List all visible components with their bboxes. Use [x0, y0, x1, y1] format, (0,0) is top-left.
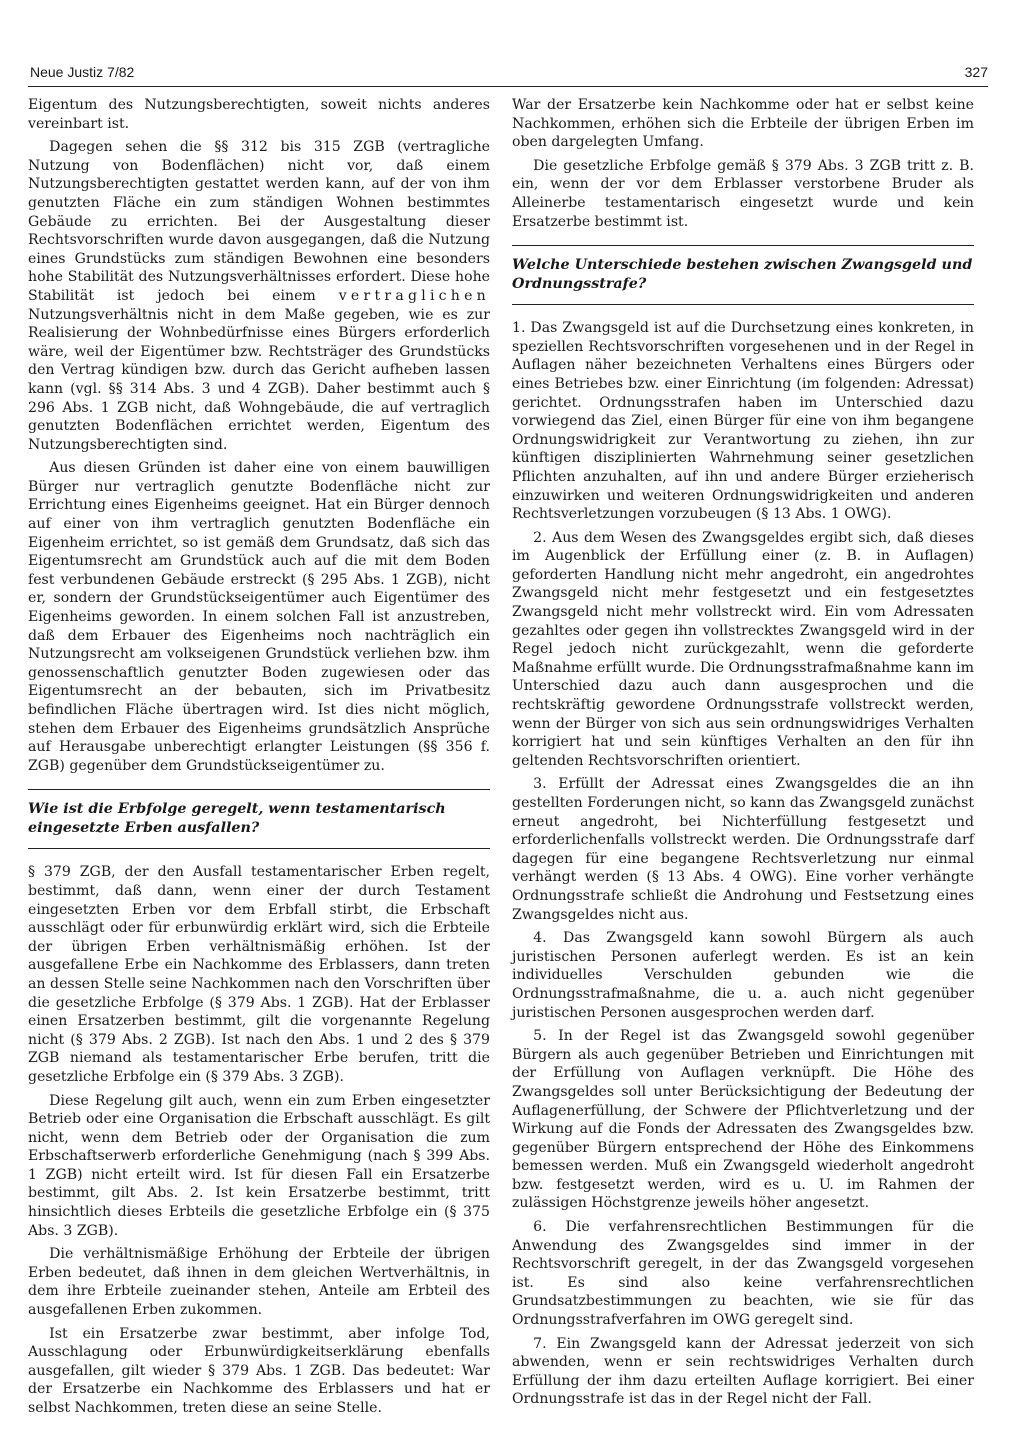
- right-column: [512, 96, 974, 1414]
- paragraph: [28, 138, 490, 454]
- paragraph: Diese Regelung gilt auch, wenn ein zum Erben eingesetzter Betrieb oder eine Organisation die Erbschaft ausschlägt. Es gilt nicht, wenn dem Betrieb oder der Organisation die zum Erbschaftserwerb erforderliche Genehmigung (nach § 399 Abs. 1 ZGB) nicht erteilt wird. Ist für diesen Fall ein Ersatzerbe bestimmt, gilt Abs. 2. Ist kein Ersatzerbe bestimmt, tritt hinsichtlich dieses Erbteils die gesetzliche Erbfolge ein (§ 375 Abs. 3 ZGB).: [28, 1092, 490, 1239]
- paragraph: 1. Das Zwangsgeld ist auf die Durchsetzung eines konkreten, in speziellen Rechtsvorschriften vorgesehenen und in der Regel in Auflagen näher bezeichneten Verhaltens eines Bürgers oder eines Betriebes bzw. einer Einrichtung (im folgenden: Adressat) gerichtet. Ordnungsstrafen haben im Unterschied dazu vorwiegend das Ziel, einen Bürger für eine von ihm begangene Ordnungswidrigkeit zur Verantwortung zu ziehen, ihn zur künftigen disziplinierten Wahrnehmung seiner gesetzlichen Pflichten anzuhalten, auf ihn und andere Bürger erzieherisch einzuwirken und weiteren Ordnungswidrigkeiten und anderen Rechtsverletzungen vorzubeugen (§ 13 Abs. 1 OWG).: [512, 320, 974, 523]
- paragraph: § 379 ZGB, der den Ausfall testamentarischer Erben regelt, bestimmt, daß dann, wenn einer der durch Testament eingesetzten Erben vor dem Erbfall stirbt, die Erbschaft ausschlägt oder für erbunwürdig erklärt wird, sich die Erbteile der übrigen Erben verhältnismäßig erhöhen. Ist der ausgefallene Erbe ein Nachkomme des Erblassers, dann treten an dessen Stelle seine Nachkommen nach den Vorschriften über die gesetzliche Erbfolge (§ 379 Abs. 1 ZGB). Hat der Erblasser einen Ersatzerben bestimmt, gilt die vorgenannte Regelung nicht (§ 379 Abs. 2 ZGB). Ist nach den Abs. 1 und 2 des § 379 ZGB niemand als testamentarischer Erbe berufen, tritt die gesetzliche Erbfolge ein (§ 379 Abs. 3 ZGB).: [28, 864, 490, 1085]
- paragraph: 4. Das Zwangsgeld kann sowohl Bürgern als auch juristischen Personen auferlegt werden. Es ist an kein individuelles Verschulden gebunden wie die Ordnungsstrafmaßnahme, die u. a. auch nicht gegenüber juristischen Personen ausgesprochen werden darf.: [512, 930, 974, 1021]
- paragraph-text: Dagegen sehen die §§ 312 bis 315 ZGB (vertragliche Nutzung von Bodenflächen) nicht vor, daß einem Nutzungsberechtigten gestattet werden kann, auf der von ihm genutzten Fläche ein zum ständigen Wohnen bestimmtes Gebäude zu errichten. Bei der Ausgestaltung dieser Rechtsvorschriften wurde davon ausgegangen, daß die Nutzung eines Grundstücks zum ständigen Bewohnen eine besonders hohe Stabilität des Nutzungsverhältnisses erfordert. Diese hohe Stabilität ist jedoch bei einem: [28, 139, 490, 304]
- question-heading: Welche Unterschiede bestehen zwischen Zwangsgeld und Ordnungsstrafe?: [512, 245, 974, 305]
- spaced-emphasis: vertraglichen: [338, 287, 490, 304]
- paragraph: Aus diesen Gründen ist daher eine von einem bauwilligen Bürger nur vertraglich genutzte Bodenfläche nicht zur Errichtung eines Eigenheims geeignet. Hat ein Bürger dennoch auf einer von ihm vertraglich genutzten Bodenfläche ein Eigenheim errichtet, so ist gemäß dem Grundsatz, daß sich das Eigentumsrecht am Grundstück auch auf die mit dem Boden fest verbundenen Gebäude erstreckt (§ 295 Abs. 1 ZGB), nicht er, sondern der Grundstückseigentümer auch Eigentümer des Eigenheims geworden. In einem solchen Fall ist anzustreben, daß dem Erbauer des Eigenheims noch nachträglich ein Nutzungsrecht am volkseigenen Grundstück verliehen bzw. ihm genossenschaftlich genutzter Boden zugewiesen oder das Eigentumsrecht an der bebauten, sich im Privatbesitz befindlichen Fläche übertragen wird. Ist dies nicht möglich, stehen dem Erbauer des Eigenheims grundsätzlich Ansprüche auf Herausgabe unberechtigt erlangter Leistungen (§§ 356 f. ZGB) gegenüber dem Grundstückseigentümer zu.: [28, 460, 490, 774]
- paragraph: 6. Die verfahrensrechtlichen Bestimmungen für die Anwendung des Zwangsgeldes sind immer in der Rechtsvorschrift geregelt, in der das Zwangsgeld vorgesehen ist. Es sind also keine verfahrensrechtlichen Grundsatzbestimmungen zu beachten, wie sie für das Ordnungsstrafverfahren im OWG geregelt sind.: [512, 1219, 974, 1329]
- paragraph: 5. In der Regel ist das Zwangsgeld sowohl gegenüber Bürgern als auch gegenüber Betrieben und Einrichtungen mit der Erfüllung von Auflagen verknüpft. Die Höhe des Zwangsgeldes soll unter Berücksichtigung der Bedeutung der Auflagenerfüllung, der Schwere der Pflichtverletzung und der Wirkung auf die Fonds der Adressaten des Zwangsgeldes bzw. gegenüber Bürgern entsprechend der Höhe des Einkommens bemessen werden. Muß ein Zwangsgeld wiederholt angedroht bzw. festgesetzt werden, wird es u. U. im Rahmen der zulässigen Höchstgrenze jeweils höher angesetzt.: [512, 1028, 974, 1212]
- paragraph: 2. Aus dem Wesen des Zwangsgeldes ergibt sich, daß dieses im Augenblick der Erfüllung einer (z. B. in Auflagen) geforderten Handlung nicht mehr angedroht, ein angedrohtes Zwangsgeld nicht mehr festgesetzt und ein festgesetztes Zwangsgeld nicht mehr vollstreckt wird. Ein vom Adressaten gezahltes oder gegen ihn vollstrecktes Zwangsgeld wird in der Regel jedoch nicht zurückgezahlt, wenn die geforderte Maßnahme erfüllt wurde. Die Ordnungsstrafmaßnahme kann im Unterschied dazu auch dann ausgesprochen und die rechtskräftig gewordene Ordnungsstrafe vollstreckt werden, wenn der Bürger von sich aus sein ordnungswidriges Verhalten korrigiert hat und sein künftiges Verhalten an den für ihn geltenden Rechtsvorschriften orientiert.: [512, 529, 974, 769]
- page-header: [28, 64, 988, 87]
- paragraph: Die gesetzliche Erbfolge gemäß § 379 Abs. 3 ZGB tritt z. B. ein, wenn der vor dem Erblasser verstorbene Bruder als Alleinerbe testamentarisch eingesetzt wurde und kein Ersatzerbe bestimmt ist.: [512, 157, 974, 230]
- question-heading: Wie ist die Erbfolge geregelt, wenn testamentarisch eingesetzte Erben ausfallen?: [28, 789, 490, 849]
- left-column: [28, 96, 490, 1423]
- paragraph: 3. Erfüllt der Adressat eines Zwangsgeldes die an ihn gestellten Forderungen nicht, so kann das Zwangsgeld zunächst erneut angedroht, bei Nichterfüllung festgesetzt und erforderlichenfalls vollstreckt werden. Die Ordnungsstrafe darf dagegen für eine begangene Rechtsverletzung nur einmal verhängt werden (§ 13 Abs. 4 OWG). Eine vorher verhängte Ordnungsstrafe schließt die Androhung und Festsetzung eines Zwangsgeldes nicht aus.: [512, 776, 974, 923]
- page-number: 327: [964, 64, 988, 80]
- paragraph-text: Nutzungsverhältnis nicht in dem Maße gegeben, wie es zur Realisierung der Wohnbedürfnisse eines Bürgers erforderlich wäre, weil der Eigentümer bzw. Rechtsträger des Grundstücks den Vertrag kündigen bzw. durch das Gericht aufheben lassen kann (vgl. §§ 314 Abs. 3 und 4 ZGB). Daher bestimmt auch § 296 Abs. 1 ZGB nicht, daß Wohngebäude, die auf vertraglich genutzten Bodenflächen errichtet werden, Eigentum des Nutzungsberechtigten sind.: [28, 306, 490, 453]
- paragraph: 7. Ein Zwangsgeld kann der Adressat jederzeit von sich abwenden, wenn er sein rechtswidriges Verhalten durch Erfüllung der ihm dazu erteilten Auflage korrigiert. Bei einer Ordnungsstrafe ist das in der Regel nicht der Fall.: [512, 1335, 974, 1408]
- journal-title: Neue Justiz 7/82: [30, 64, 135, 80]
- paragraph: Die verhältnismäßige Erhöhung der Erbteile der übrigen Erben bedeutet, daß ihnen in dem gleichen Wertverhältnis, in dem ihre Erbteile zueinander stehen, Anteile am Erbteil des ausgefallenen Erben zukommen.: [28, 1246, 490, 1319]
- paragraph: Eigentum des Nutzungsberechtigten, soweit nichts anderes vereinbart ist.: [28, 97, 490, 132]
- paragraph: Ist ein Ersatzerbe zwar bestimmt, aber infolge Tod, Ausschlagung oder Erbunwürdigkeitserklärung ebenfalls ausgefallen, gilt wieder § 379 Abs. 1 ZGB. Das bedeutet: War der Ersatzerbe ein Nachkomme des Erblassers und hat er selbst Nachkommen, treten diese an seine Stelle.: [28, 1325, 490, 1416]
- paragraph: War der Ersatzerbe kein Nachkomme oder hat er selbst keine Nachkommen, erhöhen sich die Erbteile der übrigen Erben im oben dargelegten Umfang.: [512, 97, 974, 151]
- journal-page: [28, 0, 988, 1455]
